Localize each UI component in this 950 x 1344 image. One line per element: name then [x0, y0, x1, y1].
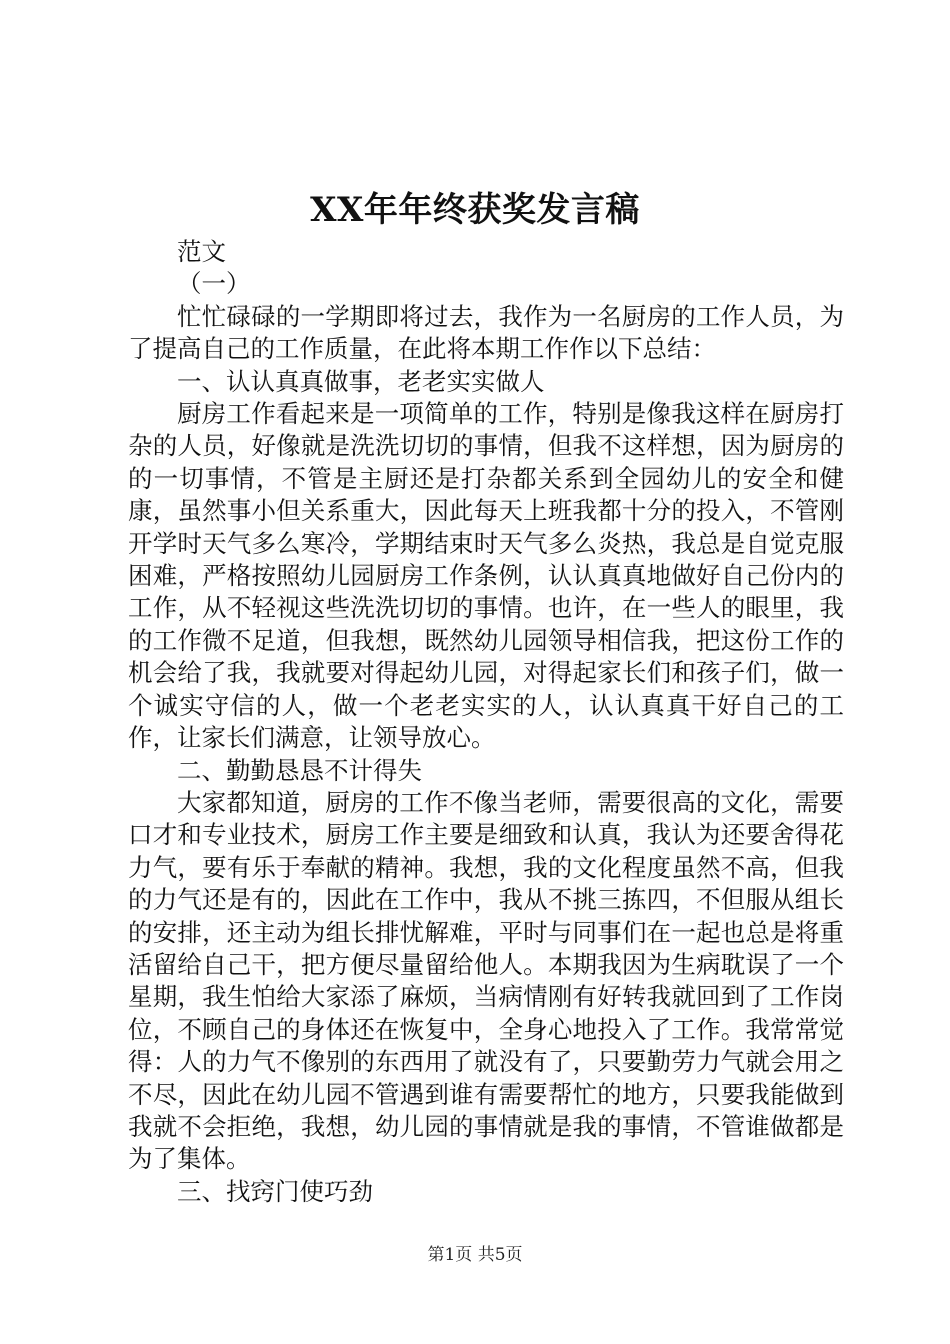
heading-section-1: 一、认认真真做事，老老实实做人: [177, 366, 545, 396]
paragraph-intro: 忙忙碌碌的一学期即将过去，我作为一名厨房的工作人员，为了提高自己的工作质量，在此将本期工作作以下总结：: [128, 301, 844, 364]
paragraph-label: 范文: [177, 237, 226, 266]
paragraph-section-number: （一）: [177, 269, 251, 299]
paragraph-section-2: 大家都知道，厨房的工作不像当老师，需要很高的文化，需要口才和专业技术，厨房工作主要是细致和认真，我认为还要舍得花力气，要有乐于奉献的精神。我想，我的文化程度虽然不高，但我的力气还是有的，因此在工作中，我从不挑三拣四，不但服从组长的安排，还主动为组长排忧解难，平时与同事们在一起也总是将重活留给自己干，把方便尽量留给他人。本期我因为生病耽误了一个星期，我生怕给大家添了麻烦，当病情刚有好转我就回到了工作岗位，不顾自己的身体还在恢复中，全身心地投入了工作。我常常觉得：人的力气不像别的东西用了就没有了，只要勤劳力气就会用之不尽，因此在幼儿园不管遇到谁有需要帮忙的地方，只要我能做到我就不会拒绝，我想，幼儿园的事情就是我的事情，不管谁做都是为了集体。: [128, 787, 844, 1174]
page-number-footer: 第1页 共5页: [427, 1245, 523, 1265]
document-body: [128, 236, 844, 1208]
document-title: XX年年终获奖发言稿: [310, 190, 640, 230]
heading-section-3: 三、找窍门使巧劲: [177, 1176, 373, 1206]
paragraph-section-1: 厨房工作看起来是一项简单的工作，特别是像我这样在厨房打杂的人员，好像就是洗洗切切的事情，但我不这样想，因为厨房的的一切事情，不管是主厨还是打杂都关系到全园幼儿的安全和健康，虽然事小但关系重大，因此每天上班我都十分的投入，不管刚开学时天气多么寒冷，学期结束时天气多么炎热，我总是自觉克服困难，严格按照幼儿园厨房工作条例，认认真真地做好自己份内的工作，从不轻视这些洗洗切切的事情。也许，在一些人的眼里，我的工作微不足道，但我想，既然幼儿园领导相信我，把这份工作的机会给了我，我就要对得起幼儿园，对得起家长们和孩子们，做一个诚实守信的人，做一个老老实实的人，认认真真干好自己的工作，让家长们满意，让领导放心。: [128, 399, 844, 753]
heading-section-2: 二、勤勤恳恳不计得失: [177, 755, 422, 785]
